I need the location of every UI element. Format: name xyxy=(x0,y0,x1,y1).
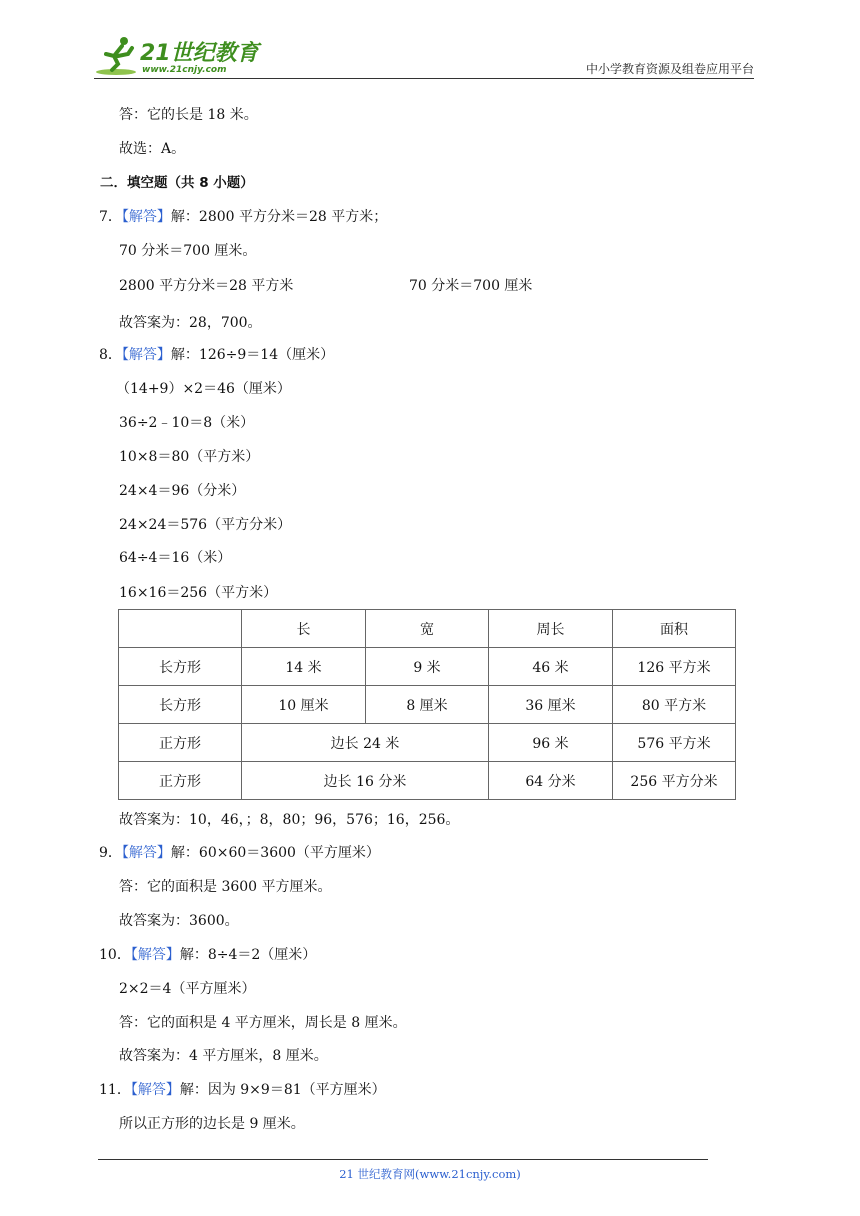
question-9 xyxy=(99,844,380,862)
table-cell: 8 厘米 xyxy=(366,686,489,724)
solution-line: 36÷2﹣10＝8（米） xyxy=(119,415,255,431)
header-platform-text: 中小学教育资源及组卷应用平台 xyxy=(585,62,754,76)
question-number: 9． xyxy=(99,845,122,861)
table-row xyxy=(119,762,736,800)
solution-line: 24×24＝576（平方分米） xyxy=(119,517,292,533)
table-row xyxy=(119,724,736,762)
solution-line: 70 分米＝700 厘米。 xyxy=(119,243,257,259)
table-cell: 10 厘米 xyxy=(242,686,366,724)
footer-divider xyxy=(98,1159,708,1160)
answer-line: 故答案为：10，46，；8，80；96，576；16，256。 xyxy=(119,812,460,828)
choice-line: 故选：A。 xyxy=(119,141,186,157)
question-10 xyxy=(99,946,316,964)
table-header-cell: 宽 xyxy=(366,610,489,648)
solution-line: 16×16＝256（平方米） xyxy=(119,585,278,601)
table-cell: 256 平方分米 xyxy=(613,762,736,800)
table-cell: 80 平方米 xyxy=(613,686,736,724)
table-cell: 36 厘米 xyxy=(489,686,613,724)
table-cell: 14 米 xyxy=(242,648,366,686)
table-header-row xyxy=(119,610,736,648)
table-cell: 46 米 xyxy=(489,648,613,686)
solution-line: 所以正方形的边长是 9 厘米。 xyxy=(119,1116,305,1132)
table-header-cell xyxy=(119,610,242,648)
question-number: 7． xyxy=(99,209,122,225)
table-cell: 9 米 xyxy=(366,648,489,686)
table-header-cell: 周长 xyxy=(489,610,613,648)
question-number: 8． xyxy=(99,347,122,363)
table-header-cell: 长 xyxy=(242,610,366,648)
table-cell: 正方形 xyxy=(119,724,242,762)
solution-line: 70 分米＝700 厘米 xyxy=(409,278,533,294)
table-cell: 边长 16 分米 xyxy=(242,762,489,800)
footer-link[interactable]: 21 世纪教育网(www.21cnjy.com) xyxy=(339,1167,521,1181)
question-11 xyxy=(99,1081,386,1099)
solution-line: 10×8＝80（平方米） xyxy=(119,449,260,465)
solution-line: 2800 平方分米＝28 平方米 xyxy=(119,278,294,294)
solution-line: 2×2＝4（平方厘米） xyxy=(119,981,256,997)
solution-line: 解：因为 9×9＝81（平方厘米） xyxy=(179,1082,386,1098)
table-cell: 长方形 xyxy=(119,686,242,724)
solution-line: 64÷4＝16（米） xyxy=(119,550,232,566)
table-cell: 64 分米 xyxy=(489,762,613,800)
table-cell: 边长 24 米 xyxy=(242,724,489,762)
runner-logo-icon xyxy=(94,34,142,78)
logo-text: 21世纪教育 xyxy=(140,41,259,66)
answer-line: 答：它的面积是 3600 平方厘米。 xyxy=(119,879,332,895)
question-number: 11． xyxy=(99,1082,131,1098)
table-row xyxy=(119,686,736,724)
answer-line: 答：它的面积是 4 平方厘米，周长是 8 厘米。 xyxy=(119,1015,407,1031)
site-logo xyxy=(94,34,264,78)
solution-tag[interactable]: 【解答】 xyxy=(121,845,171,861)
table-cell: 576 平方米 xyxy=(613,724,736,762)
solution-tag[interactable]: 【解答】 xyxy=(121,209,171,225)
table-cell: 正方形 xyxy=(119,762,242,800)
question-number: 10． xyxy=(99,947,131,963)
table-cell: 长方形 xyxy=(119,648,242,686)
answer-line: 答：它的长是 18 米。 xyxy=(119,107,258,123)
solution-tag[interactable]: 【解答】 xyxy=(130,947,180,963)
solution-tag[interactable]: 【解答】 xyxy=(121,347,171,363)
header-divider xyxy=(94,78,754,79)
question-7 xyxy=(99,208,387,226)
solution-line: 解：8÷4＝2（厘米） xyxy=(179,947,317,963)
answer-line: 故答案为：4 平方厘米，8 厘米。 xyxy=(119,1048,328,1064)
answer-line: 故答案为：3600。 xyxy=(119,913,239,929)
solution-line: 24×4＝96（分米） xyxy=(119,483,246,499)
solution-line: 解：60×60＝3600（平方厘米） xyxy=(170,845,380,861)
table-cell: 126 平方米 xyxy=(613,648,736,686)
shape-table xyxy=(118,609,736,800)
solution-line: （14+9）×2＝46（厘米） xyxy=(116,381,291,397)
section-title: 二．填空题（共 8 小题） xyxy=(100,175,254,191)
question-8 xyxy=(99,346,334,364)
solution-line: 解：2800 平方分米＝28 平方米； xyxy=(170,209,388,225)
solution-line: 解：126÷9＝14（厘米） xyxy=(170,347,335,363)
solution-tag[interactable]: 【解答】 xyxy=(130,1082,180,1098)
table-row xyxy=(119,648,736,686)
answer-line: 故答案为：28，700。 xyxy=(119,315,262,331)
table-header-cell: 面积 xyxy=(613,610,736,648)
logo-url: www.21cnjy.com xyxy=(142,65,227,75)
table-cell: 96 米 xyxy=(489,724,613,762)
